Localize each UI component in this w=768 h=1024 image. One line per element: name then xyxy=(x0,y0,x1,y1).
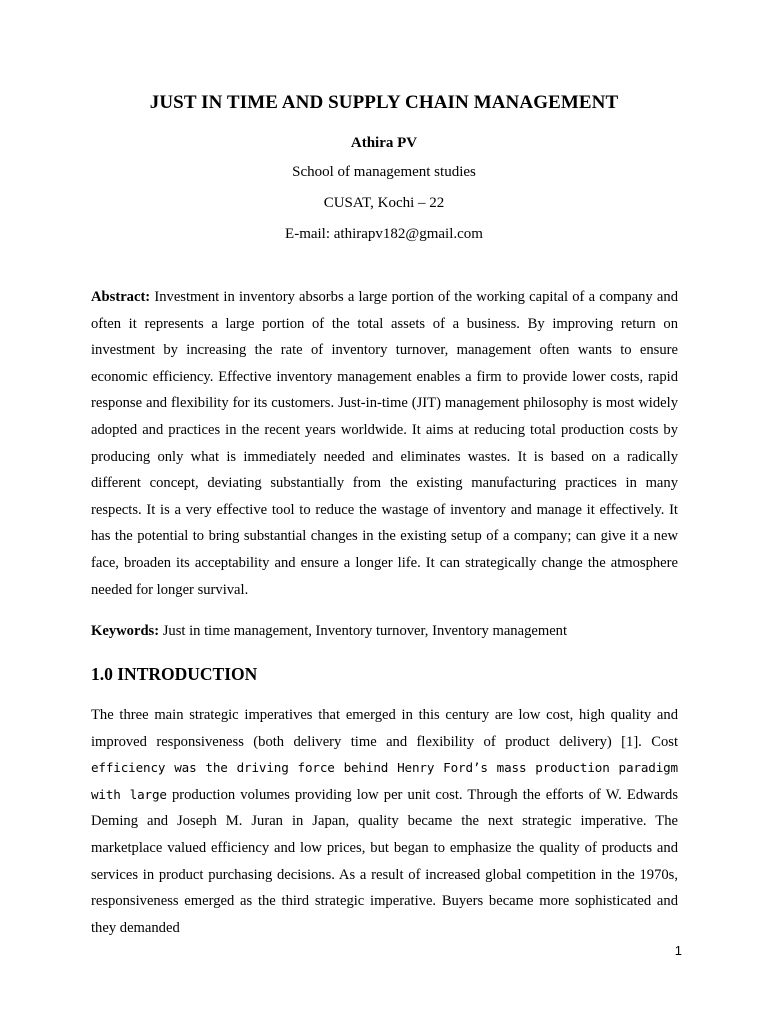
intro-text-part2: efficiency was the driving force behind Henry Ford’s mass production paradigm with large xyxy=(91,760,678,802)
affiliation-email: E-mail: athirapv182@gmail.com xyxy=(285,226,483,242)
intro-text-part1: The three main strategic imperatives that emerged in this century are low cost, high quality and improved responsiveness (both delivery time and flexibility of product delivery) [1]. Cost xyxy=(91,707,678,750)
introduction-paragraph xyxy=(91,702,678,941)
keywords-label: Keywords: xyxy=(91,623,160,639)
paper-title: JUST IN TIME AND SUPPLY CHAIN MANAGEMENT xyxy=(149,92,619,113)
abstract-text: Investment in inventory absorbs a large portion of the working capital of a company and often it represents a large portion of the total assets of a business. By improving return on investment by increasing the rate of inventory turnover, management often wants to ensure economic efficiency. Effective inventory management enables a firm to provide lower costs, rapid response and flexibility for its customers. Just-in-time (JIT) management philosophy is most widely adopted and practices in the recent years worldwide. It aims at reducing total production costs by producing only what is immediately needed and eliminates wastes. It is based on a radically different concept, deviating substantially from the existing manufacturing practices in many respects. It is a very effective tool to reduce the wastage of inventory and manage it effectively. It has the potential to bring substantial changes in the existing setup of a company; can give it a new face, broaden its acceptability and ensure a longer life. It can strategically change the atmosphere needed for longer survival. xyxy=(91,289,678,598)
page-number: 1 xyxy=(674,943,682,958)
affiliation-school: School of management studies xyxy=(292,164,476,180)
author-name: Athira PV xyxy=(350,135,418,151)
keywords-paragraph xyxy=(91,618,678,645)
affiliation-location: CUSAT, Kochi – 22 xyxy=(323,195,445,211)
intro-text-part3: production volumes providing low per unit cost. Through the efforts of W. Edwards Deming and Joseph M. Juran in Japan, quality became the next strategic imperative. The marketplace valued efficiency and low prices, but began to emphasize the quality of products and services in product purchasing decisions. As a result of increased global competition in the 1970s, responsiveness emerged as the third strategic imperative. Buyers became more sophisticated and they demanded xyxy=(91,786,678,936)
abstract-paragraph xyxy=(91,284,678,603)
abstract-label: Abstract: xyxy=(91,289,151,305)
keywords-text: Just in time management, Inventory turnover, Inventory management xyxy=(159,623,568,639)
section-heading: 1.0 INTRODUCTION xyxy=(91,664,258,684)
